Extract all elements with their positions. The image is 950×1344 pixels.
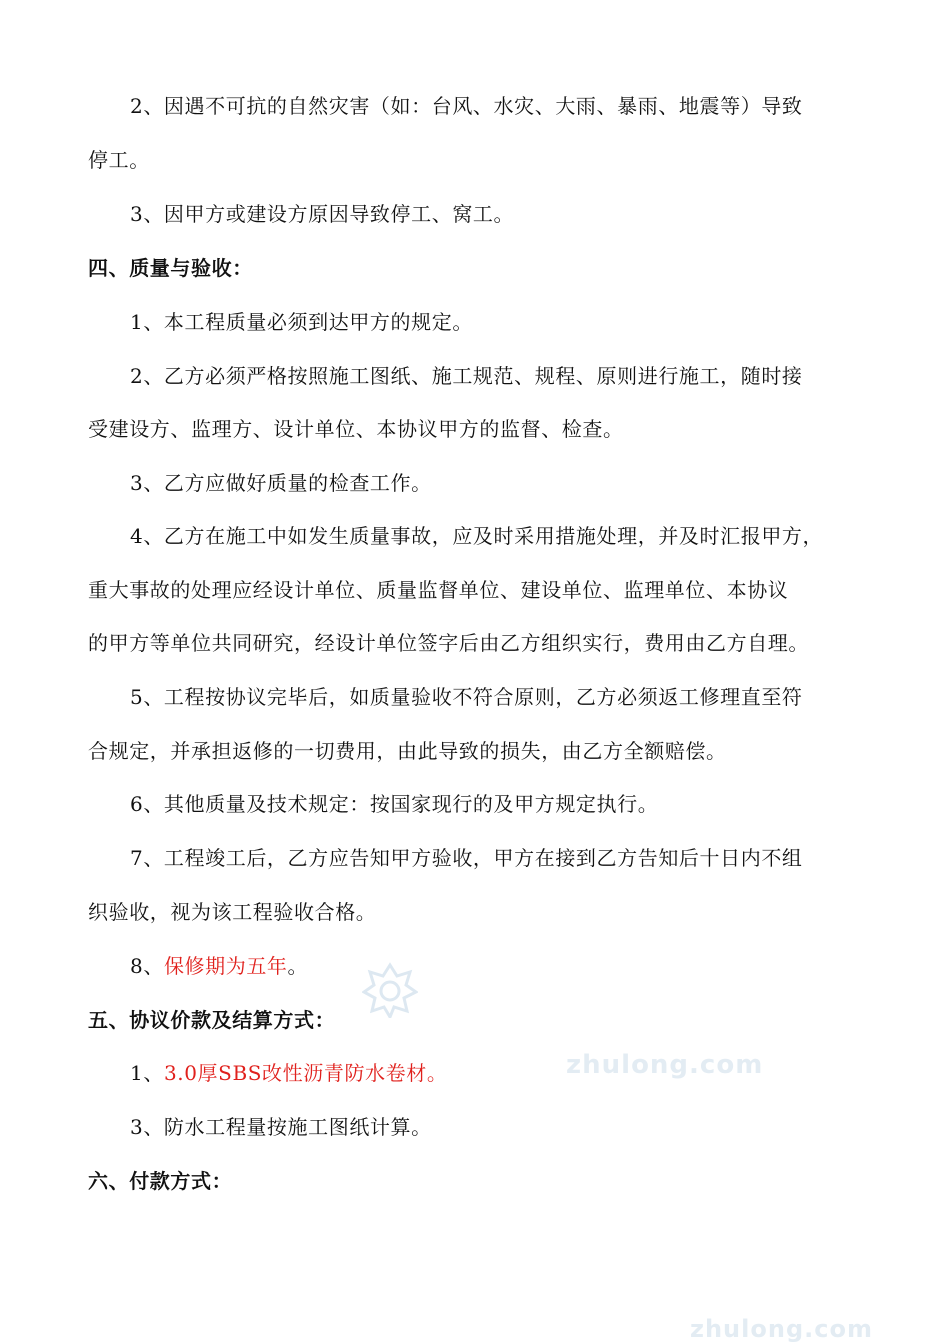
clause-4-5-line-1: 5、工程按协议完毕后，如质量验收不符合原则，乙方必须返工修理直至符	[130, 685, 803, 709]
clause-4-6: 6、其他质量及技术规定：按国家现行的及甲方规定执行。	[130, 792, 659, 816]
clause-5-3: 3、防水工程量按施工图纸计算。	[130, 1115, 432, 1139]
clause-4-3: 3、乙方应做好质量的检查工作。	[130, 471, 432, 495]
clause-4-1: 1、本工程质量必须到达甲方的规定。	[130, 310, 473, 334]
section-4-heading: 四、质量与验收：	[88, 256, 253, 280]
clause-4-8	[130, 952, 910, 980]
clause-4-4-line-3: 的甲方等单位共同研究，经设计单位签字后由乙方组织实行，费用由乙方自理。	[88, 631, 809, 655]
clause-4-7-line-2: 织验收，视为该工程验收合格。	[88, 900, 377, 924]
clause-3-2-line-1: 2、因遇不可抗的自然灾害（如：台风、水灾、大雨、暴雨、地震等）导致	[130, 94, 803, 118]
clause-4-2-line-1: 2、乙方必须严格按照施工图纸、施工规范、规程、原则进行施工，随时接	[130, 364, 803, 388]
clause-4-7-line-1: 7、工程竣工后，乙方应告知甲方验收，甲方在接到乙方告知后十日内不组	[130, 846, 803, 870]
clause-4-8-number: 8、	[130, 954, 164, 978]
clause-4-8-end: 。	[287, 954, 309, 978]
warranty-period-text: 保修期为五年	[163, 954, 288, 978]
clause-4-4-line-1: 4、乙方在施工中如发生质量事故，应及时采用措施处理，并及时汇报甲方，	[130, 524, 824, 548]
watermark-text-bottom: zhulong.com	[690, 1315, 873, 1343]
clause-5-1-number: 1、	[130, 1061, 164, 1085]
clause-4-5-line-2: 合规定，并承担返修的一切费用，由此导致的损失，由乙方全额赔偿。	[88, 739, 727, 763]
membrane-spec-text: 3.0厚SBS改性沥青防水卷材。	[163, 1061, 448, 1085]
clause-3-2-line-2: 停工。	[88, 148, 150, 172]
clause-4-2-line-2: 受建设方、监理方、设计单位、本协议甲方的监督、检查。	[88, 417, 624, 441]
section-5-heading: 五、协议价款及结算方式：	[88, 1008, 336, 1032]
clause-4-4-line-2: 重大事故的处理应经设计单位、质量监督单位、建设单位、监理单位、本协议	[88, 578, 789, 602]
clause-3-3: 3、因甲方或建设方原因导致停工、窝工。	[130, 202, 515, 226]
clause-5-1	[130, 1059, 910, 1087]
watermark-text-center: zhulong.com	[566, 1050, 764, 1080]
section-6-heading: 六、付款方式：	[88, 1169, 233, 1193]
